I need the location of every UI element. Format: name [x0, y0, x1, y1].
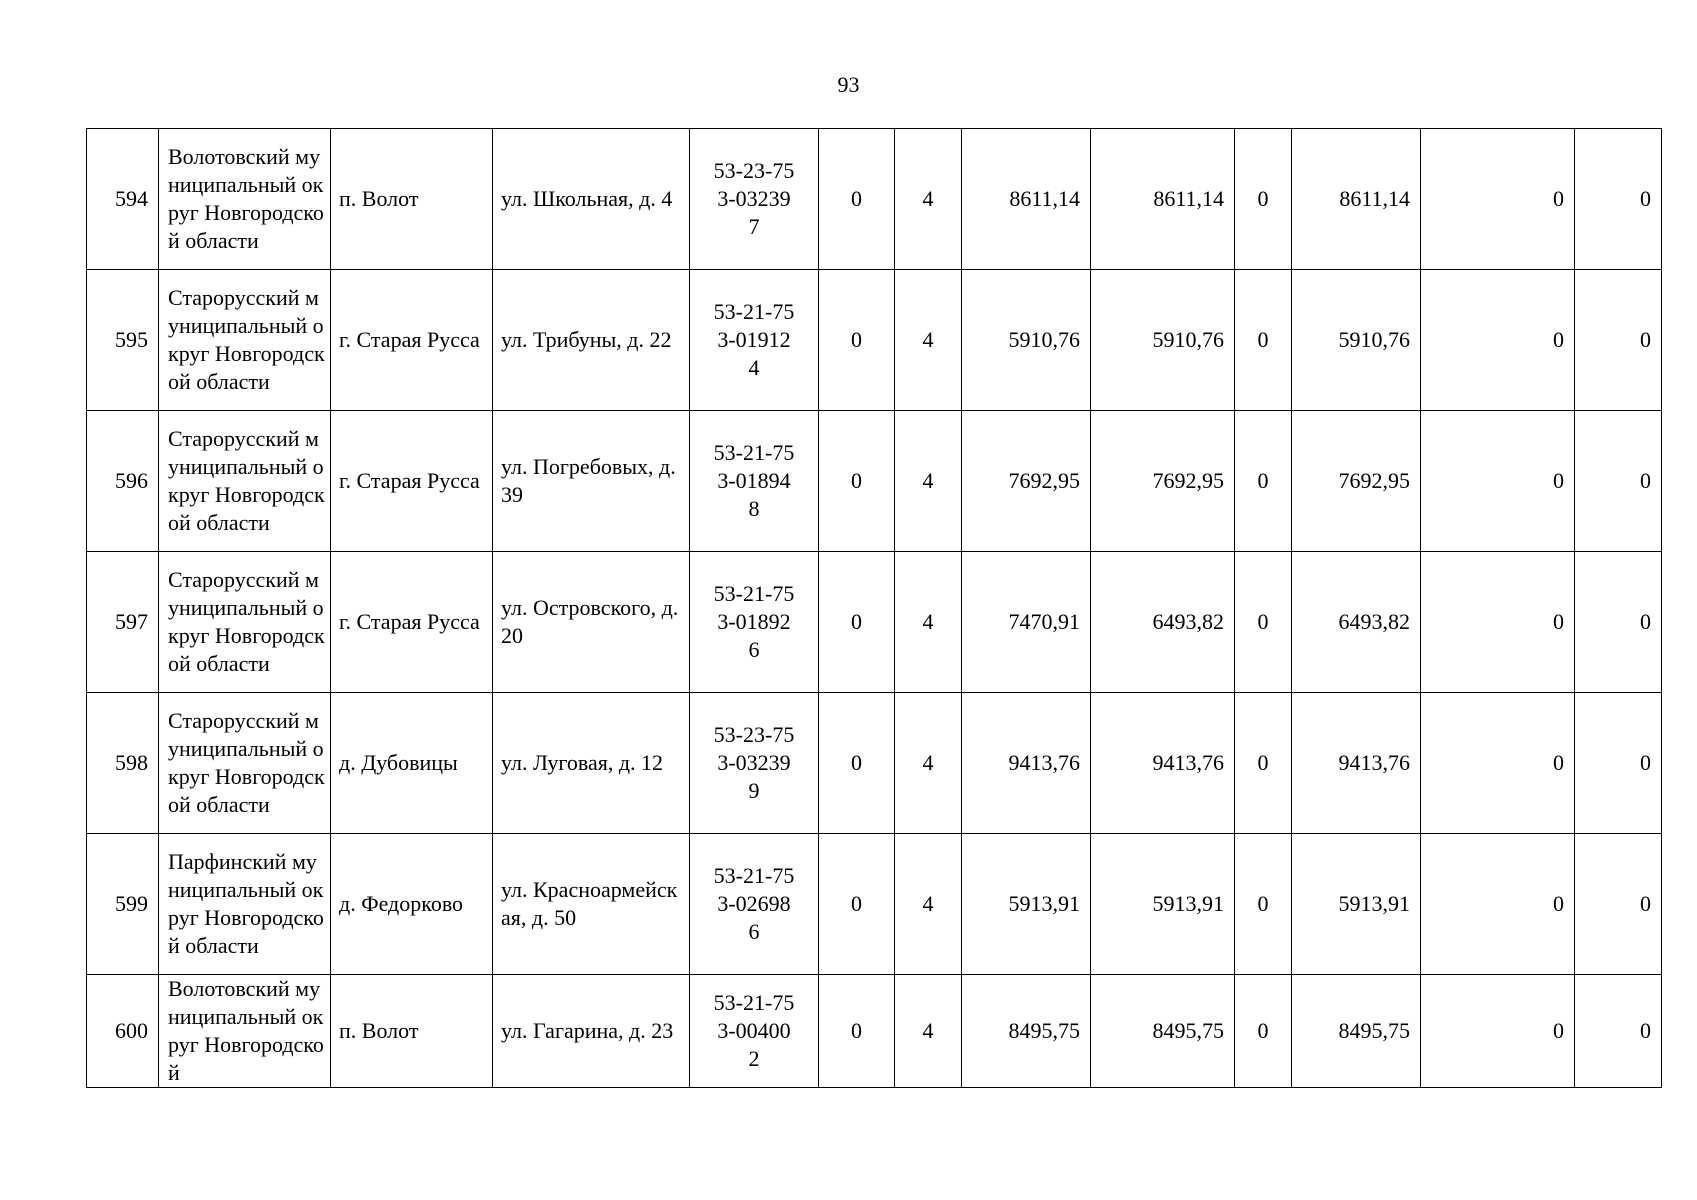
value-cell-v3: 0 — [1235, 411, 1292, 552]
table-row — [87, 129, 1662, 270]
address-cell: ул. Школьная, д. 4 — [493, 129, 690, 270]
value-cell-v2: 8495,75 — [1091, 975, 1235, 1088]
cadastral-code-cell: 53-21-753-026986 — [690, 834, 819, 975]
value-cell-v3: 0 — [1235, 552, 1292, 693]
value-cell-v6: 0 — [1575, 129, 1662, 270]
value-cell-v2: 5913,91 — [1091, 834, 1235, 975]
cadastral-code-cell: 53-21-753-018948 — [690, 411, 819, 552]
table-row — [87, 834, 1662, 975]
value-cell-v4: 8611,14 — [1292, 129, 1421, 270]
value-cell-v1: 5910,76 — [962, 270, 1091, 411]
row-number: 597 — [87, 552, 159, 693]
settlement-cell: г. Старая Русса — [331, 552, 493, 693]
municipality-cell: Старорусский муниципальный округ Новгородской области — [159, 693, 331, 834]
value-cell-c1: 0 — [819, 975, 895, 1088]
table-row — [87, 693, 1662, 834]
value-cell-v3: 0 — [1235, 129, 1292, 270]
value-cell-c2: 4 — [895, 834, 962, 975]
value-cell-v3: 0 — [1235, 975, 1292, 1088]
value-cell-v3: 0 — [1235, 834, 1292, 975]
value-cell-v1: 8495,75 — [962, 975, 1091, 1088]
cadastral-code-cell: 53-21-753-018926 — [690, 552, 819, 693]
table-row — [87, 552, 1662, 693]
value-cell-v2: 8611,14 — [1091, 129, 1235, 270]
address-cell: ул. Гагарина, д. 23 — [493, 975, 690, 1088]
address-cell: ул. Погребовых, д. 39 — [493, 411, 690, 552]
municipality-cell: Старорусский муниципальный округ Новгородской области — [159, 411, 331, 552]
municipality-cell: Волотовский муниципальный округ Новгородской — [159, 975, 331, 1088]
municipality-cell: Парфинский муниципальный округ Новгородской области — [159, 834, 331, 975]
value-cell-v4: 7692,95 — [1292, 411, 1421, 552]
value-cell-v2: 7692,95 — [1091, 411, 1235, 552]
value-cell-v6: 0 — [1575, 693, 1662, 834]
value-cell-v1: 7470,91 — [962, 552, 1091, 693]
cadastral-code-cell: 53-23-753-032399 — [690, 693, 819, 834]
settlement-cell: г. Старая Русса — [331, 270, 493, 411]
value-cell-v5: 0 — [1421, 552, 1575, 693]
value-cell-c1: 0 — [819, 270, 895, 411]
cadastral-code-cell: 53-21-753-019124 — [690, 270, 819, 411]
value-cell-v4: 8495,75 — [1292, 975, 1421, 1088]
row-number: 596 — [87, 411, 159, 552]
address-cell: ул. Красноармейская, д. 50 — [493, 834, 690, 975]
value-cell-c2: 4 — [895, 129, 962, 270]
row-number: 599 — [87, 834, 159, 975]
value-cell-v2: 5910,76 — [1091, 270, 1235, 411]
value-cell-v2: 6493,82 — [1091, 552, 1235, 693]
value-cell-c2: 4 — [895, 270, 962, 411]
value-cell-v1: 8611,14 — [962, 129, 1091, 270]
value-cell-v4: 9413,76 — [1292, 693, 1421, 834]
municipality-cell: Волотовский муниципальный округ Новгородской области — [159, 129, 331, 270]
municipality-cell: Старорусский муниципальный округ Новгородской области — [159, 270, 331, 411]
table-row — [87, 975, 1662, 1088]
value-cell-v4: 6493,82 — [1292, 552, 1421, 693]
value-cell-v1: 5913,91 — [962, 834, 1091, 975]
value-cell-c2: 4 — [895, 975, 962, 1088]
value-cell-v4: 5913,91 — [1292, 834, 1421, 975]
value-cell-v3: 0 — [1235, 693, 1292, 834]
value-cell-c1: 0 — [819, 834, 895, 975]
value-cell-c2: 4 — [895, 411, 962, 552]
value-cell-c1: 0 — [819, 411, 895, 552]
settlement-cell: д. Федорково — [331, 834, 493, 975]
value-cell-v1: 7692,95 — [962, 411, 1091, 552]
cadastral-code-cell: 53-23-753-032397 — [690, 129, 819, 270]
table-row — [87, 411, 1662, 552]
value-cell-v3: 0 — [1235, 270, 1292, 411]
value-cell-v5: 0 — [1421, 129, 1575, 270]
address-cell: ул. Трибуны, д. 22 — [493, 270, 690, 411]
row-number: 595 — [87, 270, 159, 411]
value-cell-v5: 0 — [1421, 693, 1575, 834]
row-number: 594 — [87, 129, 159, 270]
page-number: 93 — [837, 72, 860, 97]
value-cell-c1: 0 — [819, 693, 895, 834]
settlement-cell: д. Дубовицы — [331, 693, 493, 834]
value-cell-c1: 0 — [819, 552, 895, 693]
value-cell-v6: 0 — [1575, 411, 1662, 552]
table-row — [87, 270, 1662, 411]
municipality-cell: Старорусский муниципальный округ Новгородской области — [159, 552, 331, 693]
address-cell: ул. Луговая, д. 12 — [493, 693, 690, 834]
value-cell-v5: 0 — [1421, 975, 1575, 1088]
value-cell-v4: 5910,76 — [1292, 270, 1421, 411]
value-cell-c1: 0 — [819, 129, 895, 270]
settlement-cell: п. Волот — [331, 129, 493, 270]
settlement-cell: п. Волот — [331, 975, 493, 1088]
housing-register-table — [86, 128, 1662, 1088]
cadastral-code-cell: 53-21-753-004002 — [690, 975, 819, 1088]
value-cell-v6: 0 — [1575, 552, 1662, 693]
row-number: 600 — [87, 975, 159, 1088]
settlement-cell: г. Старая Русса — [331, 411, 493, 552]
value-cell-v2: 9413,76 — [1091, 693, 1235, 834]
value-cell-c2: 4 — [895, 552, 962, 693]
value-cell-v1: 9413,76 — [962, 693, 1091, 834]
value-cell-v6: 0 — [1575, 834, 1662, 975]
value-cell-v5: 0 — [1421, 411, 1575, 552]
value-cell-v5: 0 — [1421, 834, 1575, 975]
value-cell-v6: 0 — [1575, 270, 1662, 411]
address-cell: ул. Островского, д. 20 — [493, 552, 690, 693]
value-cell-c2: 4 — [895, 693, 962, 834]
value-cell-v6: 0 — [1575, 975, 1662, 1088]
row-number: 598 — [87, 693, 159, 834]
value-cell-v5: 0 — [1421, 270, 1575, 411]
